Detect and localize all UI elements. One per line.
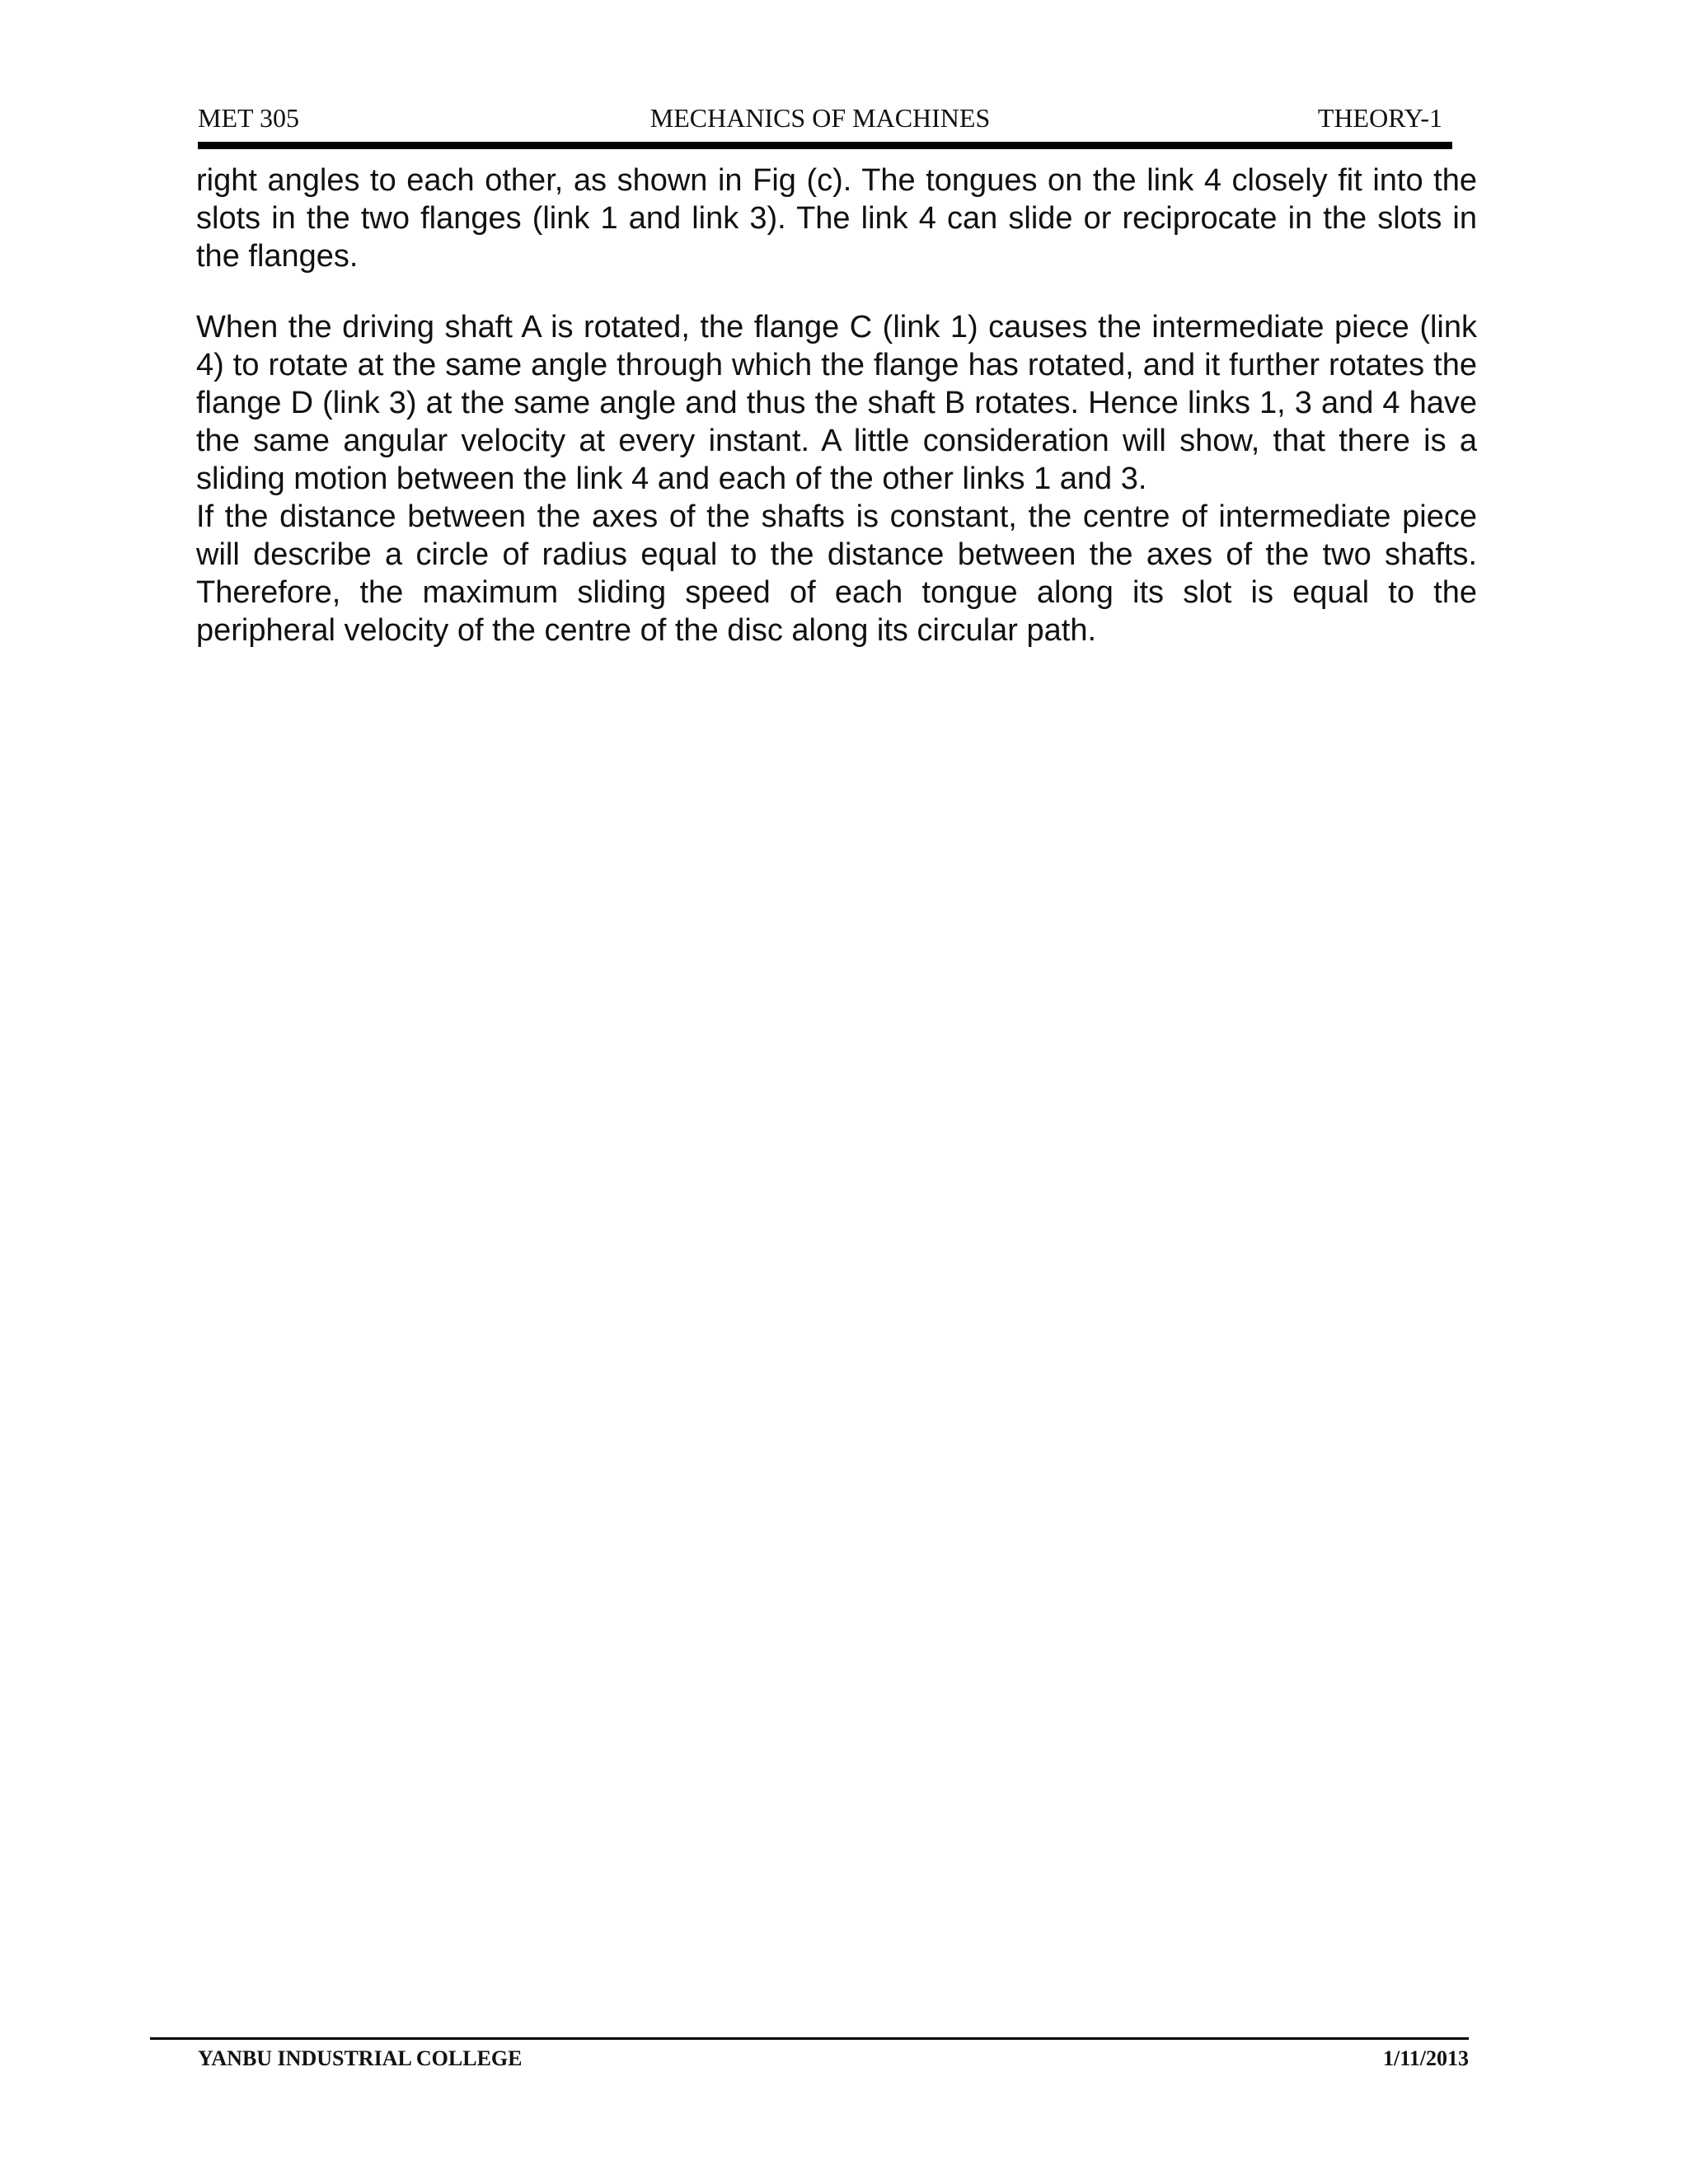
- header-divider: [198, 142, 1452, 149]
- footer-divider: [150, 2037, 1469, 2040]
- paragraph: right angles to each other, as shown in Fig (c). The tongues on the link 4 closely fit into the slots in the two flanges (link 1 and link 3). The link 4 can slide or reciprocate in the slots in the flanges.: [196, 163, 1477, 274]
- header-course-code: MET 305: [198, 103, 299, 133]
- footer-date: 1/11/2013: [1382, 2046, 1469, 2070]
- page-footer: [198, 2042, 1469, 2075]
- header-section: THEORY-1: [1317, 103, 1442, 133]
- page-header: [198, 97, 1442, 138]
- header-course-title: MECHANICS OF MACHINES: [649, 103, 991, 133]
- paragraph: If the distance between the axes of the shafts is constant, the centre of intermediate piece will describe a circle of radius equal to the distance between the axes of the two shafts. Therefore, the maximum sliding speed of each tongue along its slot is equal to the peripheral velocity of the centre of the disc along its circular path.: [196, 499, 1477, 648]
- paragraph: When the driving shaft A is rotated, the flange C (link 1) causes the intermediate piece (link 4) to rotate at the same angle through which the flange has rotated, and it further rotates the flange D (link 3) at the same angle and thus the shaft B rotates. Hence links 1, 3 and 4 have the same angular velocity at every instant. A little consideration will show, that there is a sliding motion between the link 4 and each of the other links 1 and 3.: [196, 310, 1477, 496]
- body-text: [196, 162, 1477, 649]
- footer-institution: YANBU INDUSTRIAL COLLEGE: [198, 2046, 523, 2070]
